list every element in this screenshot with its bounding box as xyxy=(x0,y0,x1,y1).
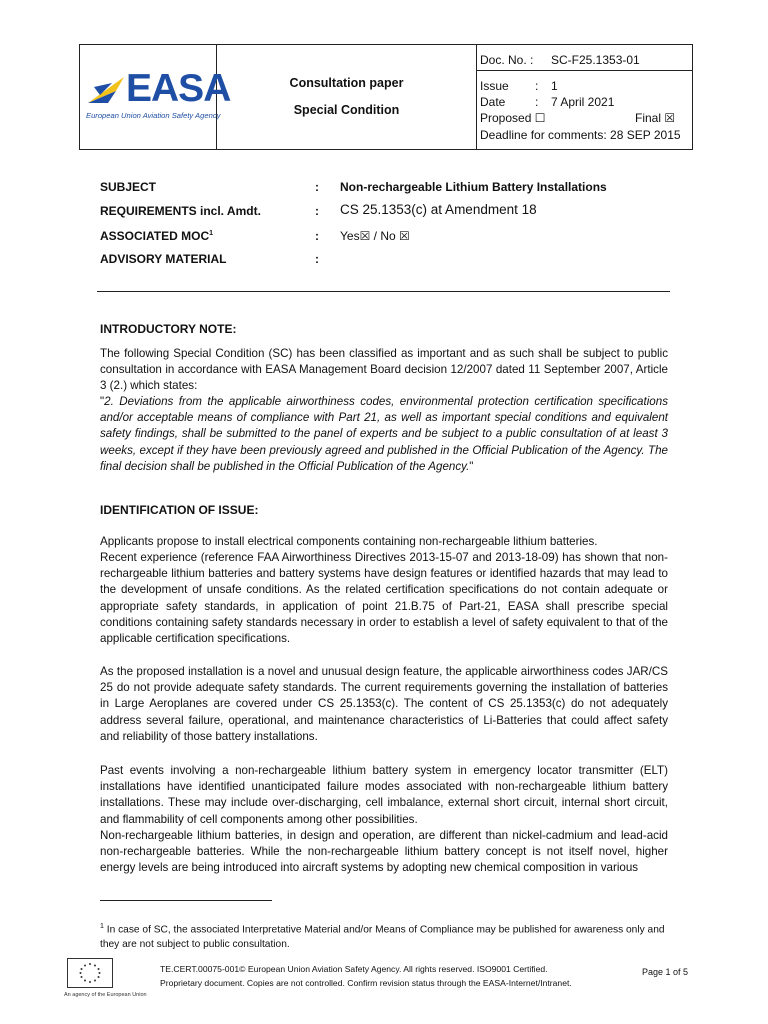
intro-paragraph: The following Special Condition (SC) has been classified as important and as such shall be subject to public consultation in accordance with EASA Management Board decision 12/2007 dated 11 September 2007, Article 3 (2.) which states: xyxy=(100,347,668,393)
document-header-table xyxy=(79,44,693,150)
proposed-checkbox: Proposed ☐ xyxy=(480,111,546,125)
issue-label: Issue xyxy=(480,79,509,93)
moc-label: ASSOCIATED MOC$^1$ xyxy=(100,229,214,243)
subject-value: Non-rechargeable Lithium Battery Installations xyxy=(340,180,607,194)
section-rule xyxy=(97,291,670,292)
requirements-colon: : xyxy=(315,204,319,218)
date-colon: : xyxy=(535,95,539,109)
doc-title: Consultation paper xyxy=(289,76,404,90)
date-value: 7 April 2021 xyxy=(551,95,615,109)
moc-value: Yes☒ / No ☒ xyxy=(340,229,410,243)
footnote-rule xyxy=(100,900,272,901)
moc-footnote-ref: 1 xyxy=(209,230,214,237)
doc-no-label: Doc. No. : xyxy=(480,53,534,67)
identification-p3: As the proposed installation is a novel and unusual design feature, the applicable airworthiness codes JAR/CS 25 do not provide adequate safety standards. The current requirements governing the installation of batteries in Large Aeroplanes are covered under CS 25.1353(c). The content of CS 25.1353(c) do not adequately address several failure, operational, and maintenance characteristics of Li-Batteries that could affect safety and reliability of those battery installations. xyxy=(100,665,668,743)
easa-bird-icon xyxy=(86,73,126,107)
doc-subtitle: Special Condition xyxy=(293,103,400,117)
moc-colon: : xyxy=(315,229,319,243)
header-divider xyxy=(476,70,693,71)
identification-p4: Past events involving a non-rechargeable lithium battery system in emergency locator transmitter (ELT) installations have identified unanticipated failure modes associated with non-rechargeable lithium battery installations. These may include over-discharging, cell imbalance, external short circuit, internal short circuit, and flammability of cell components among other possibilities. xyxy=(100,764,668,826)
logo-text: EASA xyxy=(126,67,231,110)
intro-quote: "2. Deviations from the applicable airworthiness codes, environmental protection certification specifications and/or acceptable means of compliance with Part 21, as well as important special conditions and equivalent safety findings, shall be submitted to the panel of experts and be subject to a public consultation of at least 3 weeks, except if they have been previously agreed and published in the Official Publication of the Agency. The final decision shall be published in the Official Publication of the Agency." xyxy=(100,395,668,473)
eu-stars-icon xyxy=(68,959,112,987)
deadline-text: Deadline for comments: 28 SEP 2015 xyxy=(480,128,681,142)
subject-label: SUBJECT xyxy=(100,180,157,194)
logo-subtitle: European Union Aviation Safety Agency xyxy=(86,111,221,120)
subject-colon: : xyxy=(315,180,319,194)
eu-caption: An agency of the European Union xyxy=(64,992,147,998)
footnote: $^1$ In case of SC, the associated Interpretative Material and/or Means of Compliance may be published for awareness only and they are not subject to public consultation. xyxy=(100,923,665,950)
title-cell xyxy=(217,45,477,149)
identification-p2: Recent experience (reference FAA Airworthiness Directives 2013-15-07 and 2013-18-09) has shown that non-rechargeable lithium batteries and battery systems have design features or identified hazards that may lead to the development of unsafe conditions. As the related certification specifications do not contain adequate or appropriate safety standards, in application of point 21.B.75 of Part-21, EASA shall prescribe special conditions containing safety standards necessary in order to establish a level of safety equivalent to that of the applicable certification specifications. xyxy=(100,551,668,646)
requirements-label: REQUIREMENTS incl. Amdt. xyxy=(100,204,261,218)
issue-colon: : xyxy=(535,79,539,93)
identification-heading: IDENTIFICATION OF ISSUE: xyxy=(100,503,259,517)
easa-logo xyxy=(86,67,231,127)
logo-cell xyxy=(80,45,231,149)
advisory-label: ADVISORY MATERIAL xyxy=(100,252,227,266)
identification-p5: Non-rechargeable lithium batteries, in design and operation, are different than nickel-cadmium and lead-acid non-rechargeable batteries. While the non-rechargeable lithium battery concept is not itself novel, higher energy levels are being introduced into aircraft systems by adopting new chemical composition in various xyxy=(100,829,668,875)
identification-p1: Applicants propose to install electrical components containing non-rechargeable lithium batteries. xyxy=(100,535,598,548)
issue-value: 1 xyxy=(551,79,558,93)
page-number: Page 1 of 5 xyxy=(642,967,689,977)
footer-line-1: TE.CERT.00075-001© European Union Aviation Safety Agency. All rights reserved. ISO9001 Certified. xyxy=(160,964,548,974)
advisory-colon: : xyxy=(315,252,319,266)
eu-flag-icon xyxy=(67,958,113,988)
final-checkbox: Final ☒ xyxy=(635,111,676,125)
requirements-value: CS 25.1353(c) at Amendment 18 xyxy=(340,202,537,217)
footer-line-2: Proprietary document. Copies are not controlled. Confirm revision status through the EASA-Internet/Intranet. xyxy=(160,978,572,988)
date-label: Date xyxy=(480,95,506,109)
doc-no-value: SC-F25.1353-01 xyxy=(551,53,640,67)
intro-heading: INTRODUCTORY NOTE: xyxy=(100,322,237,336)
